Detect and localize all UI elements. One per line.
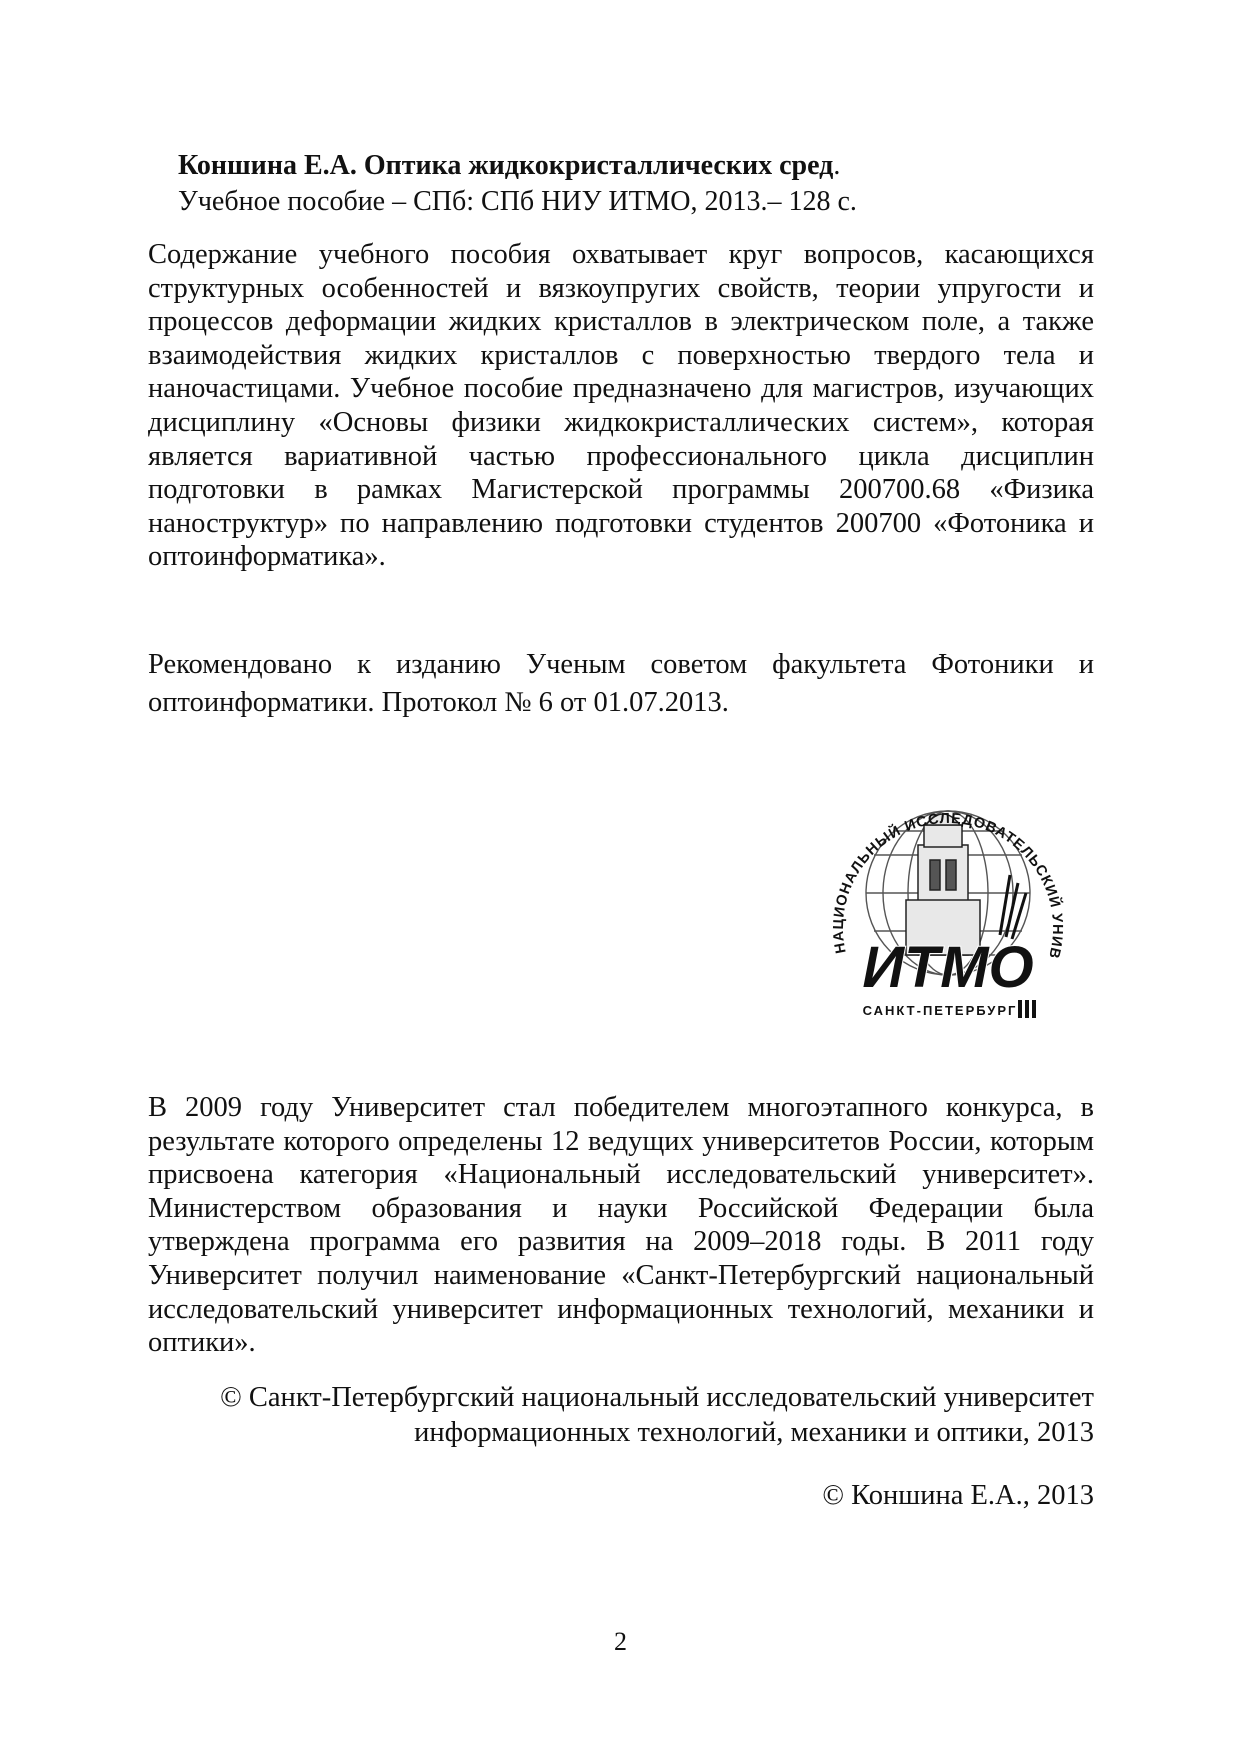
history-paragraph: В 2009 году Университет стал победителем многоэтапного конкурса, в результате которого определены 12 ведущих университетов России, которым присвоена категория «Национальный исследовательский университет». Министерством образования и науки Российской Федерации была утверждена программа его развития на 2009–2018 годы. В 2011 году Университет получил наименование «Санкт-Петербургский национальный исследовательский университет информационных технологий, механики и оптики».	[148, 1092, 1094, 1359]
copyright-author: © Коншина Е.А., 2013	[822, 1480, 1094, 1511]
citation-details: Учебное пособие – СПб: СПб НИУ ИТМО, 2013.– 128 с.	[178, 186, 857, 217]
bibliographic-citation	[178, 148, 1118, 220]
itmo-logo-graphic	[818, 775, 1078, 1025]
copyright-university-line1: © Санкт-Петербургский национальный исследовательский университет	[220, 1382, 1094, 1413]
itmo-logo	[818, 775, 1078, 1025]
logo-stripes-icon	[1018, 1000, 1036, 1018]
citation-dot: .	[833, 150, 841, 181]
tower-icon	[906, 814, 980, 955]
copyright-university-line2: информационных технологий, механики и оптики, 2013	[414, 1417, 1094, 1448]
copyright-university	[134, 1380, 1094, 1450]
logo-name: ИТМО	[862, 935, 1034, 1000]
abstract-paragraph: Содержание учебного пособия охватывает круг вопросов, касающихся структурных особенностей и вязкоупругих свойств, теории упругости и процессов деформации жидких кристаллов в электрическом поле, а также взаимодействия жидких кристаллов с поверхностью твердого тела и наночастицами. Учебное пособие предназначено для магистров, изучающих дисциплину «Основы физики жидкокристаллических систем», которая является вариативной частью профессионального цикла дисциплин подготовки в рамках Магистерской программы 200700.68 «Физика наноструктур» по направлению подготовки студентов 200700 «Фотоника и оптоинформатика».	[148, 239, 1094, 573]
logo-arc-text: НАЦИОНАЛЬНЫЙ ИССЛЕДОВАТЕЛЬСКИЙ УНИВ	[830, 810, 1066, 961]
logo-city: САНКТ-ПЕТЕРБУРГ	[862, 1003, 1018, 1018]
page-number: 2	[614, 1627, 627, 1656]
recommendation-paragraph: Рекомендовано к изданию Ученым советом факультета Фотоники и оптоинформатики. Протокол № 6 от 01.07.2013.	[148, 649, 1094, 718]
citation-title: Коншина Е.А. Оптика жидкокристаллических сред	[178, 150, 834, 181]
